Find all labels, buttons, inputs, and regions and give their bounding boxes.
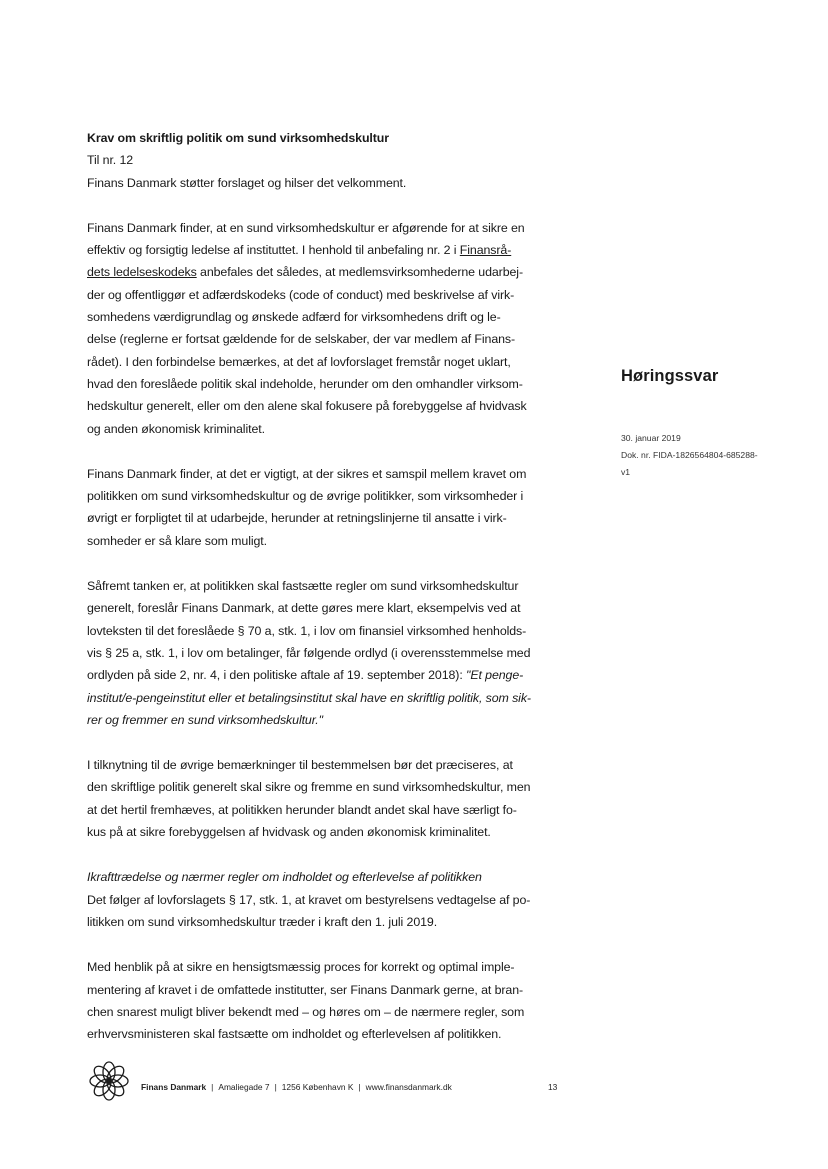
ledelseskodeks-link-cont[interactable]: dets ledelseskodeks [87,265,197,280]
paragraph-line: og anden økonomisk kriminalitet. [87,421,265,436]
paragraph-line: øvrigt er forpligtet til at udarbejde, herunder at retningslinjerne til ansatte i virk- [87,511,507,526]
ledelseskodeks-link[interactable]: Finansrå- [459,243,512,258]
paragraph-line: chen snarest muligt bliver bekendt med – og høres om – de nærmere regler, som [87,1004,525,1019]
paragraph-line: lovteksten til det foreslåede § 70 a, stk. 1, i lov om finansiel virksomhed henholds- [87,623,527,638]
paragraph-line: generelt, foreslår Finans Danmark, at dette gøres mere klart, eksempelvis ved at [87,601,521,616]
footer-city: 1256 København K [281,1082,354,1092]
paragraph-line: erhvervsministeren skal fastsætte om indholdet og efterlevelsen af politikken. [87,1027,502,1042]
paragraph-line: Såfremt tanken er, at politikken skal fastsætte regler om sund virksomhedskultur [87,579,519,594]
paragraph-line: mentering af kravet i de omfattede institutter, ser Finans Danmark gerne, at bran- [87,982,524,997]
paragraph-line: delse (reglerne er fortsat gældende for de selskaber, der var medlem af Finans- [87,332,516,347]
paragraph-line: der og offentliggør et adfærdskodeks (code of conduct) med beskrivelse af virk- [87,287,515,302]
document-date: 30. januar 2019 [621,433,681,443]
page-footer [86,1058,576,1114]
paragraph-line: effektiv og forsigtig ledelse af instituttet. I henhold til anbefaling nr. 2 i Finansrå- [87,243,512,258]
paragraph-line: rer og fremmer en sund virksomhedskultur." [87,712,323,727]
paragraph-line: hvad den foreslåede politik skal indeholde, herunder om den omhandler virksom- [87,376,523,391]
sidebar [621,367,801,386]
paragraph-line: politikken om sund virksomhedskultur og de øvrige politikker, som virksomheder i [87,489,524,504]
footer-org: Finans Danmark [141,1082,207,1092]
paragraph-line: ordlyden på side 2, nr. 4, i den politiske aftale af 19. september 2018): "Et penge- [87,668,524,683]
paragraph-line: dets ledelseskodeks anbefales det således, at medlemsvirksomhederne udarbej- [87,265,523,280]
paragraph-line: Finans Danmark finder, at det er vigtigt, at der sikres et samspil mellem kravet om [87,466,527,481]
paragraph-line: I tilknytning til de øvrige bemærkninger til bestemmelsen bør det præciseres, at [87,758,513,773]
paragraph-line: Det følger af lovforslagets § 17, stk. 1, at kravet om bestyrelsens vedtagelse af po- [87,892,531,907]
paragraph-line: litikken om sund virksomhedskultur træder i kraft den 1. juli 2019. [87,914,438,929]
paragraph-line: rådet). I den forbindelse bemærkes, at det af lovforslaget fremstår noget uklart, [87,354,511,369]
paragraph-line: somheder er så klare som muligt. [87,533,267,548]
paragraph-line: Finans Danmark finder, at en sund virksomhedskultur er afgørende for at sikre en [87,220,525,235]
footer-address-line: Finans Danmark | Amaliegade 7 | 1256 København K | www.finansdanmark.dk [141,1082,452,1092]
section-heading: Krav om skriftlig politik om sund virksomhedskultur [87,131,389,145]
page-number: 13 [548,1082,558,1092]
paragraph: Finans Danmark støtter forslaget og hilser det velkomment. [87,175,407,190]
finans-danmark-logo-icon [86,1058,132,1104]
document-meta [621,430,801,481]
paragraph-line: at det hertil fremhæves, at politikken herunder blandt andet skal have særligt fo- [87,802,517,817]
paragraph-line: den skriftlige politik generelt skal sikre og fremme en sund virksomhedskultur, men [87,780,531,795]
footer-street: Amaliegade 7 [218,1082,270,1092]
paragraph-line: somhedens værdigrundlag og ønskede adfærd for virksomhedens drift og le- [87,310,501,325]
document-version: v1 [621,467,631,477]
document-body [87,127,565,1045]
subsection-heading: Ikrafttrædelse og nærmer regler om indholdet og efterlevelse af politikken [87,870,482,885]
footer-website[interactable]: www.finansdanmark.dk [365,1082,452,1092]
reference-line: Til nr. 12 [87,153,134,168]
paragraph-line: institut/e-pengeinstitut eller et betalingsinstitut skal have en skriftlig politik, som sik- [87,690,531,705]
document-number: Dok. nr. FIDA-1826564804-685288- [621,450,758,460]
paragraph-line: hedskultur generelt, eller om den alene skal fokusere på forebyggelse af hvidvask [87,399,527,414]
paragraph-line: kus på at sikre forebyggelsen af hvidvask og anden økonomisk kriminalitet. [87,825,491,840]
document-type-title: Høringssvar [621,367,719,385]
paragraph-line: Med henblik på at sikre en hensigtsmæssig proces for korrekt og optimal imple- [87,960,515,975]
paragraph-line: vis § 25 a, stk. 1, i lov om betalinger, får følgende ordlyd (i overensstemmelse med [87,645,531,660]
